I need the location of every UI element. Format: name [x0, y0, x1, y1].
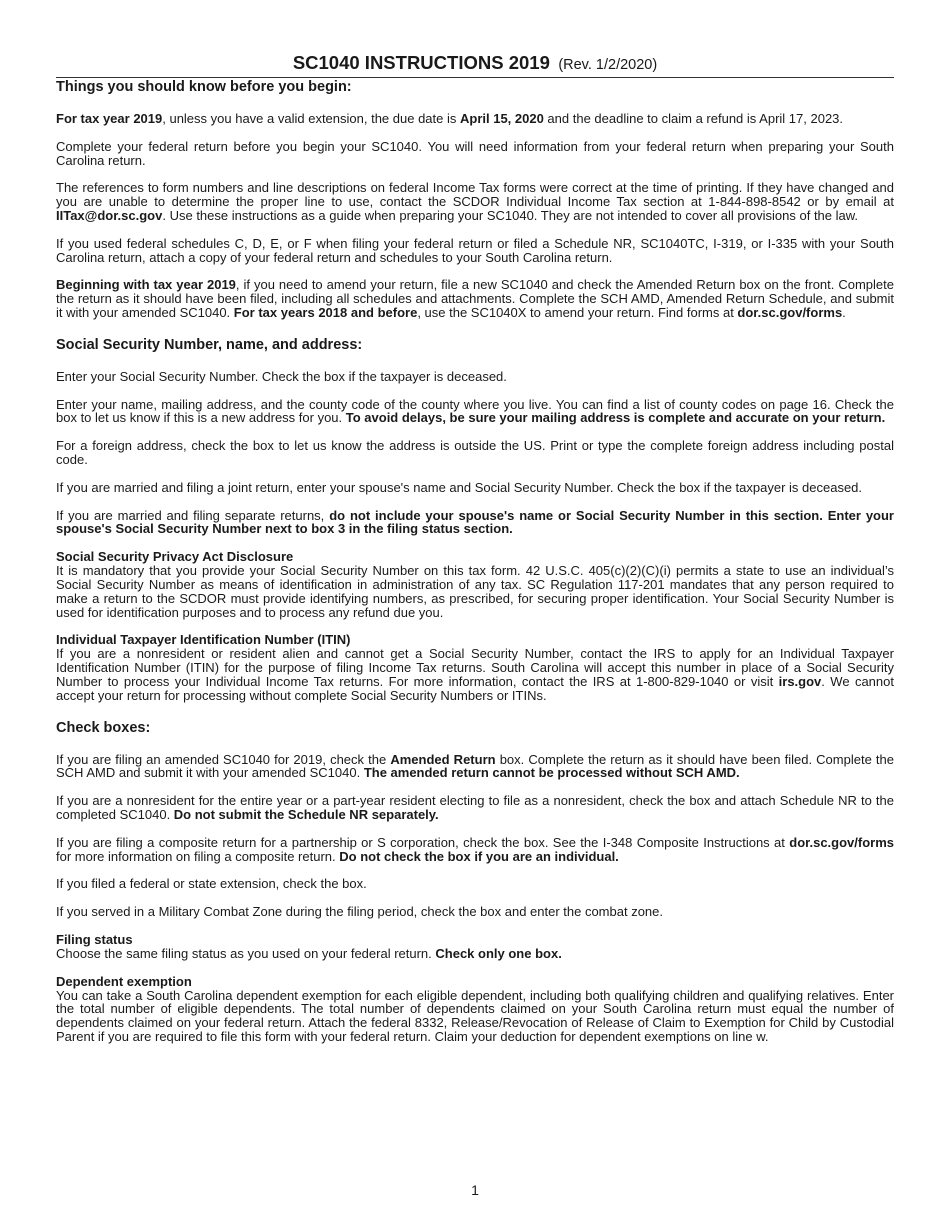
- paragraph-nonresident: If you are a nonresident for the entire year or a part-year resident electing to file as a nonresident, check the box and attach Schedule NR to the completed SC1040. Do not submit the Schedule NR separately.: [56, 793, 894, 822]
- page-number: 1: [471, 1182, 479, 1198]
- paragraph-combat-zone: If you served in a Military Combat Zone during the filing period, check the box and enter the combat zone.: [56, 904, 664, 920]
- document-body: [56, 78, 894, 1044]
- paragraph-filing-status: Choose the same filing status as you used on your federal return. Check only one box.: [56, 945, 562, 961]
- paragraph-foreign-address: For a foreign address, check the box to let us know the address is outside the US. Print or type the complete foreign address including postal code.: [56, 438, 894, 467]
- revision-date: (Rev. 1/2/2020): [558, 57, 658, 73]
- section-heading-before-begin: Things you should know before you begin:: [56, 79, 352, 95]
- paragraph-amending: Beginning with tax year 2019, if you need to amend your return, file a new SC1040 and check the Amended Return box on the front. Complete the return as it should have been filed, including all schedules and attachments. Complete the SCH AMD, Amended Return Schedule, and submit it with your amended SC1040. For tax years 2018 and before, use the SC1040X to amend your return. Find forms at dor.sc.gov/forms.: [56, 277, 894, 320]
- paragraph-dependent-exemption: You can take a South Carolina dependent exemption for each eligible dependent, including both qualifying children and qualifying relatives. Enter the total number of eligible dependents. The total number of dependents claimed on your South Carolina return must equal the number of dependents claimed on your federal return. Attach the federal 8332, Release/Revocation of Release of Claim to Exemption for Child by Custodial Parent if you are required to file this form with your federal return. Claim your deduction for dependent exemptions on line w.: [56, 987, 894, 1045]
- subheading-dependent-exemption: Dependent exemption: [56, 973, 192, 989]
- paragraph-amended-return: If you are filing an amended SC1040 for 2019, check the Amended Return box. Complete the return as it should have been filed. Complete the SCH AMD and submit it with your amended SC1040. The amended return cannot be processed without SCH AMD.: [56, 751, 894, 781]
- subheading-privacy-act: Social Security Privacy Act Disclosure: [56, 549, 294, 565]
- paragraph-federal-first: Complete your federal return before you begin your SC1040. You will need information from your federal return when preparing your South Carolina return.: [56, 138, 894, 168]
- paragraph-extension: If you filed a federal or state extension, check the box.: [56, 876, 367, 892]
- paragraph-form-references: The references to form numbers and line descriptions on federal Income Tax forms were correct at the time of printing. If they have changed and you are unable to determine the proper line to use, contact the SCDOR Individual Income Tax section at 1-844-898-8542 or by email at IITax@dor.sc.gov. Use these instructions as a guide when preparing your SC1040. They are not intended to cover all provisions of the law.: [56, 180, 894, 223]
- paragraph-federal-schedules: If you used federal schedules C, D, E, or F when filing your federal return or filed a Schedule NR, SC1040TC, I-319, or I-335 with your South Carolina return, attach a copy of your federal return and schedules to your South Carolina return.: [56, 235, 894, 265]
- section-heading-check-boxes: Check boxes:: [56, 719, 151, 736]
- subheading-itin: Individual Taxpayer Identification Number (ITIN): [56, 632, 351, 648]
- document-title: SC1040 INSTRUCTIONS 2019: [292, 52, 550, 73]
- paragraph-itin: If you are a nonresident or resident alien and cannot get a Social Security Number, contact the IRS to apply for an Individual Taxpayer Identification Number (ITIN) for the purpose of filing Income Tax returns. South Carolina will accept this number in place of a Social Security Number to process your Individual Income Tax returns. For more information, contact the IRS at 1-800-829-1040 or visit irs.gov. We cannot accept your return for processing without complete Social Security Numbers or ITINs.: [56, 646, 894, 703]
- subheading-filing-status: Filing status: [56, 931, 133, 947]
- paragraph-separate-returns: If you are married and filing separate returns, do not include your spouse's name or Social Security Number in this section. Enter your spouse's Social Security Number next to box 3 in the filing status section.: [56, 507, 894, 537]
- section-heading-ssn: Social Security Number, name, and address:: [56, 336, 363, 353]
- paragraph-name-address: Enter your name, mailing address, and the county code of the county where you live. You can find a list of county codes on page 16. Check the box to let us know if this is a new address for you. To avoid delays, be sure your mailing address is complete and accurate on your return.: [56, 396, 894, 426]
- paragraph-joint-return: If you are married and filing a joint return, enter your spouse's name and Social Security Number. Check the box if the taxpayer is deceased.: [56, 479, 863, 495]
- paragraph-ssn: Enter your Social Security Number. Check the box if the taxpayer is deceased.: [56, 368, 507, 384]
- paragraph-due-date: For tax year 2019, unless you have a valid extension, the due date is April 15, 2020 and the deadline to claim a refund is April 17, 2023.: [56, 111, 844, 126]
- paragraph-composite-return: If you are filing a composite return for a partnership or S corporation, check the box. See the I-348 Composite Instructions at dor.sc.gov/forms for more information on filing a composite return. Do not check the box if you are an individual.: [56, 834, 894, 864]
- paragraph-privacy-act: It is mandatory that you provide your Social Security Number on this tax form. 42 U.S.C. 405(c)(2)(C)(i) permits a state to use an individual’s Social Security Number as means of identification in administration of any tax. SC Regulation 117-201 mandates that any person required to make a return to the SCDOR must provide identifying numbers, as prescribed, for securing proper identification. Your Social Security Number is used for identification purposes and to process any refund due you.: [56, 563, 894, 620]
- document-header: [56, 52, 894, 78]
